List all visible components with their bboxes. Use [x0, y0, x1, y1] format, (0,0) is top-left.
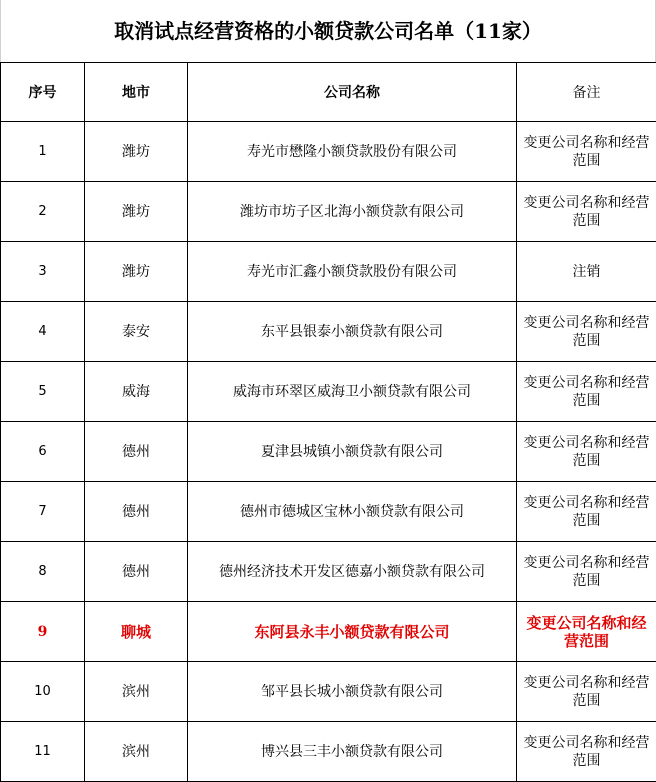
table-row	[1, 302, 656, 362]
cell-company: 寿光市汇鑫小额贷款股份有限公司	[188, 242, 517, 302]
cell-company: 德州市德城区宝林小额贷款有限公司	[188, 482, 517, 542]
table-row	[1, 542, 656, 602]
table-row	[1, 362, 656, 422]
table-row	[1, 182, 656, 242]
company-list-table	[0, 62, 656, 782]
table-row-highlighted	[1, 602, 656, 662]
cell-note: 注销	[517, 242, 656, 302]
cell-note: 变更公司名称和经营范围	[517, 362, 656, 422]
table-row	[1, 422, 656, 482]
cell-no: 2	[1, 182, 85, 242]
cell-note: 变更公司名称和经营范围	[517, 662, 656, 722]
cell-no: 11	[1, 722, 85, 782]
header-row	[1, 63, 656, 122]
cell-no: 1	[1, 122, 85, 182]
cell-company: 寿光市懋隆小额贷款股份有限公司	[188, 122, 517, 182]
cell-company: 夏津县城镇小额贷款有限公司	[188, 422, 517, 482]
table-row	[1, 482, 656, 542]
cell-no: 7	[1, 482, 85, 542]
header-no: 序号	[1, 63, 85, 122]
cell-no: 9	[1, 602, 85, 662]
header-city: 地市	[85, 63, 188, 122]
cell-city: 德州	[85, 422, 188, 482]
cell-no: 8	[1, 542, 85, 602]
header-note: 备注	[517, 63, 656, 122]
cell-city: 潍坊	[85, 182, 188, 242]
cell-note: 变更公司名称和经营范围	[517, 302, 656, 362]
cell-note: 变更公司名称和经营范围	[517, 182, 656, 242]
cell-company: 潍坊市坊子区北海小额贷款有限公司	[188, 182, 517, 242]
cell-note: 变更公司名称和经营范围	[517, 602, 656, 662]
cell-city: 德州	[85, 482, 188, 542]
cell-city: 德州	[85, 542, 188, 602]
cell-note: 变更公司名称和经营范围	[517, 542, 656, 602]
table-row	[1, 662, 656, 722]
cell-city: 滨州	[85, 662, 188, 722]
table-row	[1, 722, 656, 782]
cell-city: 潍坊	[85, 242, 188, 302]
cell-note: 变更公司名称和经营范围	[517, 722, 656, 782]
cell-city: 泰安	[85, 302, 188, 362]
cell-city: 潍坊	[85, 122, 188, 182]
cell-company: 威海市环翠区威海卫小额贷款有限公司	[188, 362, 517, 422]
cell-city: 聊城	[85, 602, 188, 662]
cell-note: 变更公司名称和经营范围	[517, 482, 656, 542]
cell-city: 滨州	[85, 722, 188, 782]
cell-note: 变更公司名称和经营范围	[517, 422, 656, 482]
cell-company: 博兴县三丰小额贷款有限公司	[188, 722, 517, 782]
cell-no: 10	[1, 662, 85, 722]
cell-note: 变更公司名称和经营范围	[517, 122, 656, 182]
table-row	[1, 242, 656, 302]
cell-company: 东平县银泰小额贷款有限公司	[188, 302, 517, 362]
cell-no: 6	[1, 422, 85, 482]
cell-company: 德州经济技术开发区德嘉小额贷款有限公司	[188, 542, 517, 602]
cell-no: 3	[1, 242, 85, 302]
table-row	[1, 122, 656, 182]
table-title: 取消试点经营资格的小额贷款公司名单（11家）	[0, 0, 656, 62]
cell-no: 4	[1, 302, 85, 362]
header-company: 公司名称	[188, 63, 517, 122]
cell-company: 东阿县永丰小额贷款有限公司	[188, 602, 517, 662]
cell-city: 威海	[85, 362, 188, 422]
cell-company: 邹平县长城小额贷款有限公司	[188, 662, 517, 722]
cell-no: 5	[1, 362, 85, 422]
